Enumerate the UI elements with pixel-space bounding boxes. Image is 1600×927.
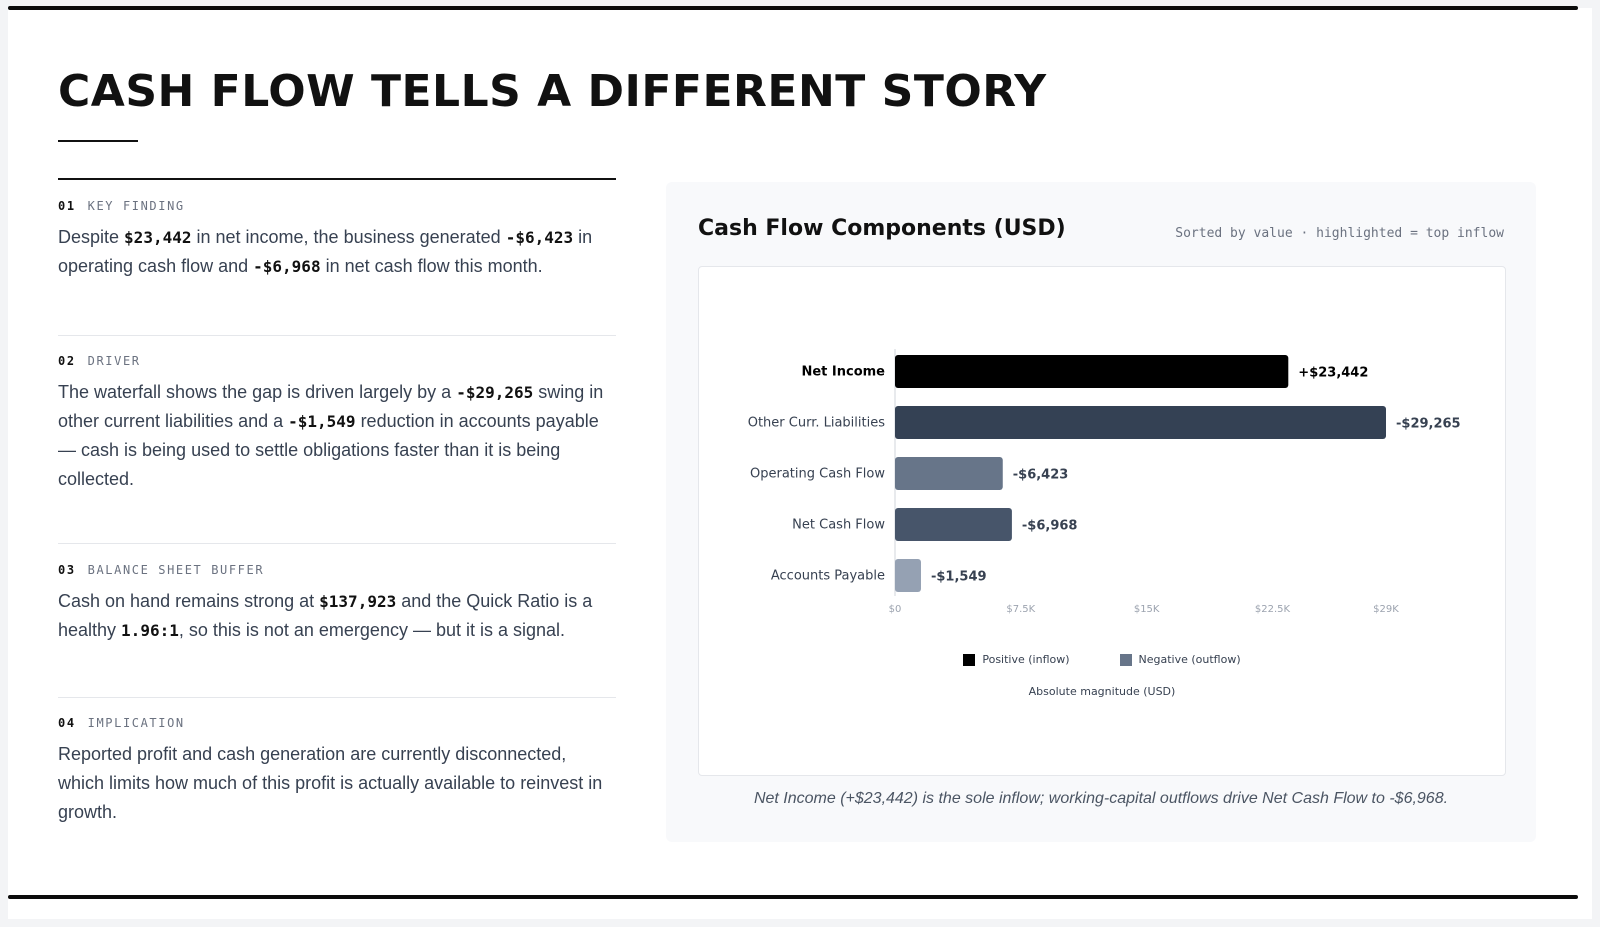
legend-label: Negative (outflow) (1138, 653, 1241, 666)
highlighted-figure: $23,442 (124, 228, 192, 247)
chart-panel (666, 182, 1536, 842)
category-label: Operating Cash Flow (750, 466, 885, 482)
bar-value-label: -$6,968 (1021, 518, 1078, 534)
chart-area (698, 266, 1506, 776)
bar (895, 355, 1288, 388)
highlighted-figure: -$29,265 (456, 383, 534, 402)
bar-chart (699, 267, 1505, 775)
bar-value-label: -$29,265 (1396, 416, 1461, 432)
finding-label (58, 199, 616, 213)
finding-title: IMPLICATION (87, 716, 185, 730)
highlighted-figure: -$6,423 (505, 228, 574, 247)
legend-item (963, 653, 1069, 666)
highlighted-figure: -$1,549 (288, 412, 356, 431)
highlighted-figure: -$6,968 (253, 257, 321, 276)
category-label: Accounts Payable (770, 568, 885, 584)
chart-subtitle: Sorted by value · highlighted = top inflow (1175, 226, 1504, 241)
chart-caption: Net Income (+$23,442) is the sole inflow; working-capital outflows drive Net Cash Flow to -$6,968. (753, 790, 1449, 807)
finding-label (58, 354, 616, 368)
bar-value-label: +$23,442 (1298, 365, 1369, 381)
chart-title: Cash Flow Components (USD) (698, 216, 1066, 241)
bar-value-label: -$1,549 (930, 569, 987, 585)
findings-column (58, 178, 616, 846)
x-tick-label: $7.5K (1006, 604, 1036, 615)
finding-3 (58, 544, 616, 697)
bar (895, 559, 921, 592)
legend-swatch (1120, 654, 1132, 666)
category-label: Other Curr. Liabilities (747, 415, 885, 431)
slide-title: CASH FLOW TELLS A DIFFERENT STORY (58, 66, 1047, 117)
bar (895, 508, 1012, 541)
legend-label: Positive (inflow) (982, 653, 1070, 666)
top-rule (8, 6, 1578, 10)
finding-1 (58, 180, 616, 335)
finding-label (58, 563, 616, 577)
category-label: Net Cash Flow (792, 517, 885, 533)
legend-swatch (963, 654, 975, 666)
finding-text: Reported profit and cash generation are currently disconnected, which limits how much of this profit is actually available to reinvest in growth. (58, 744, 603, 822)
finding-2 (58, 336, 616, 543)
finding-number: 02 (58, 354, 76, 368)
finding-title: BALANCE SHEET BUFFER (87, 563, 265, 577)
bar (895, 406, 1386, 439)
highlighted-figure: 1.96:1 (121, 621, 179, 640)
finding-text: Despite $23,442 in net income, the business generated -$6,423 in operating cash flow and -$6,968 in net cash flow this month. (58, 227, 593, 276)
highlighted-figure: $137,923 (319, 592, 397, 611)
finding-title: KEY FINDING (87, 199, 185, 213)
x-tick-label: $29K (1373, 604, 1399, 615)
finding-text: Cash on hand remains strong at $137,923 and the Quick Ratio is a healthy 1.96:1, so this is not an emergency — but it is a signal. (58, 591, 593, 640)
title-underline (58, 140, 138, 142)
legend-item (1120, 653, 1241, 666)
x-tick-label: $0 (888, 604, 902, 615)
finding-4 (58, 698, 616, 846)
x-tick-label: $22.5K (1254, 604, 1291, 615)
bottom-rule (8, 895, 1578, 899)
bar-value-label: -$6,423 (1012, 467, 1069, 483)
finding-number: 03 (58, 563, 76, 577)
finding-number: 04 (58, 716, 76, 730)
finding-number: 01 (58, 199, 76, 213)
chart-legend (699, 653, 1505, 666)
category-label: Net Income (801, 364, 885, 380)
finding-title: DRIVER (87, 354, 141, 368)
finding-label (58, 716, 616, 730)
finding-text: The waterfall shows the gap is driven largely by a -$29,265 swing in other current liabilities and a -$1,549 reduction in accounts payable — cash is being used to settle obligations faster than it is being collected. (58, 382, 604, 489)
x-axis-label: Absolute magnitude (USD) (1028, 685, 1176, 698)
x-tick-label: $15K (1133, 604, 1160, 615)
bar (895, 457, 1003, 490)
